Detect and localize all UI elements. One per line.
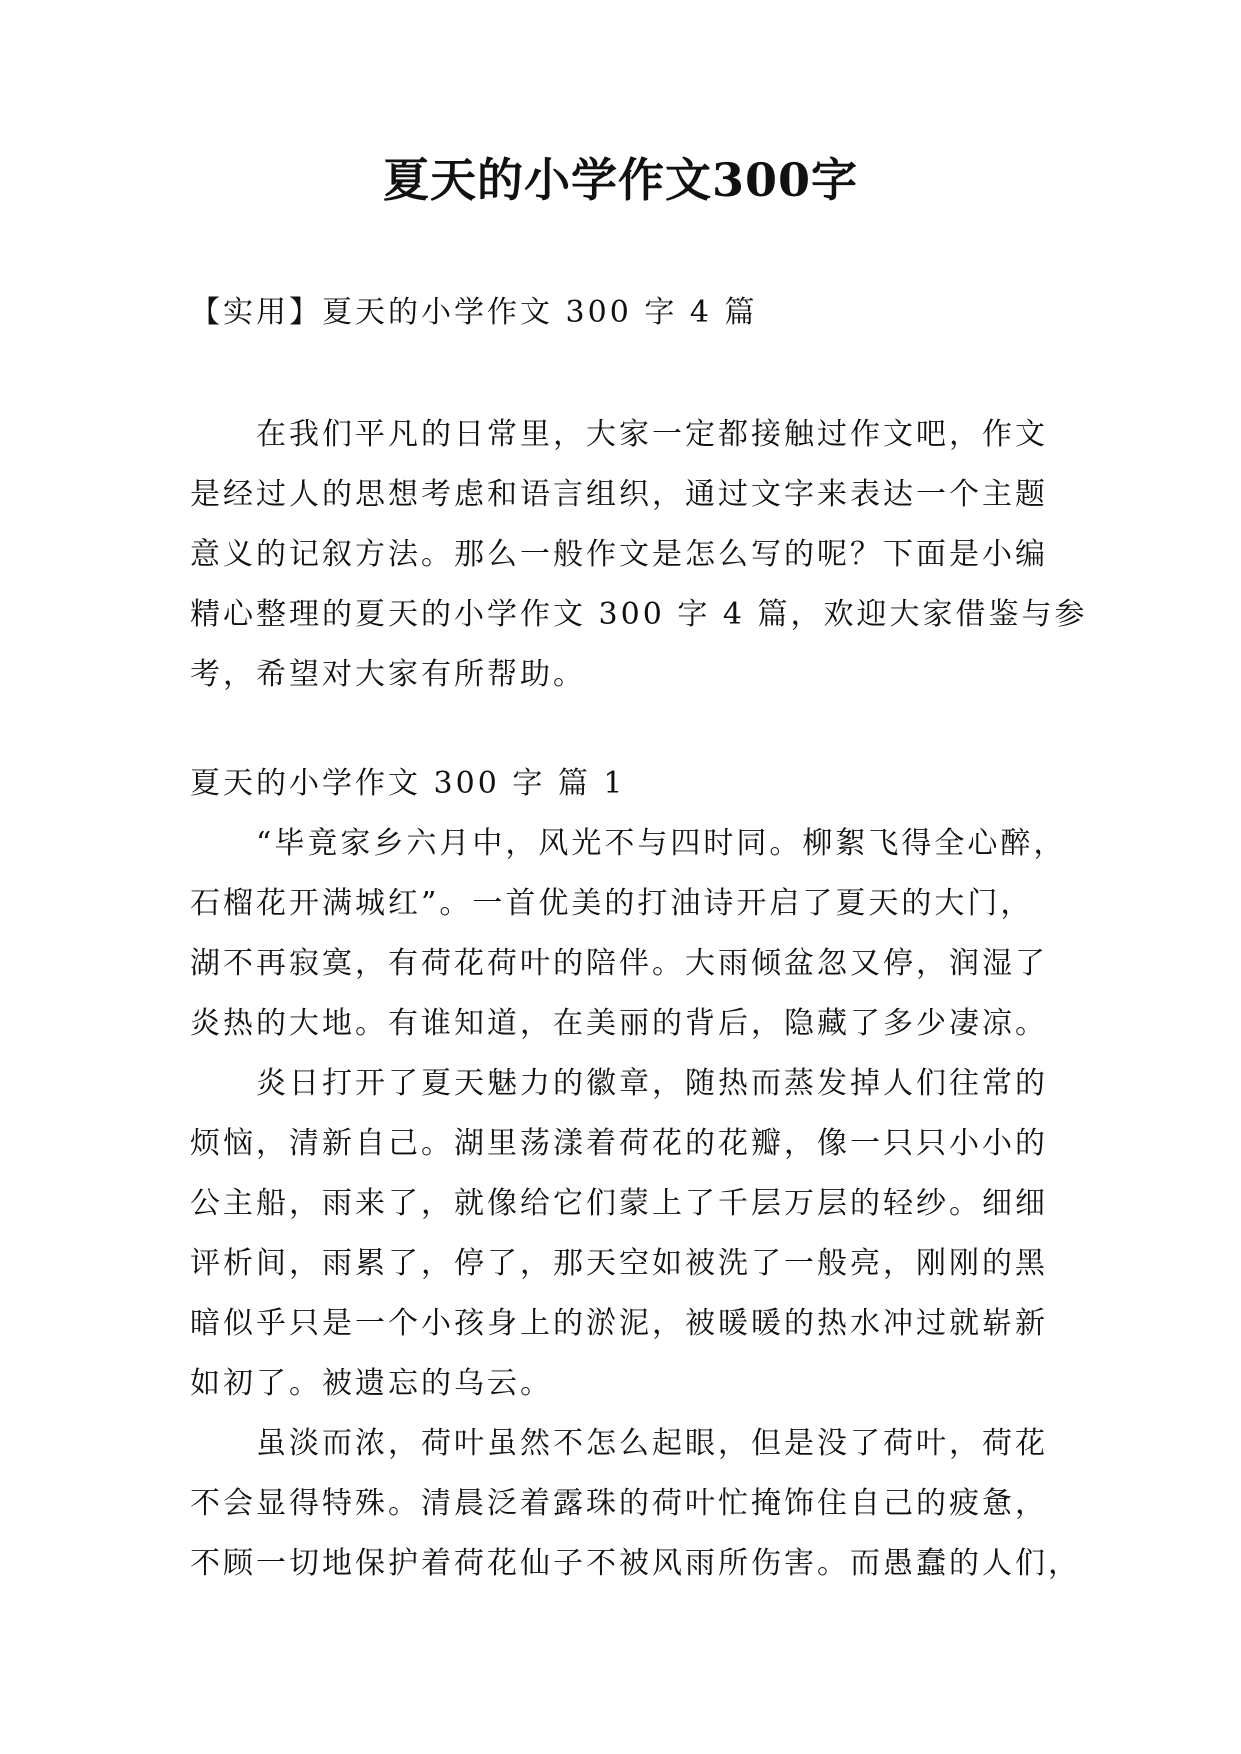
intro-line: 精心整理的夏天的小学作文 300 字 4 篇，欢迎大家借鉴与参 [190,597,1088,632]
story-line: 湖不再寂寞，有荷花荷叶的陪伴。大雨倾盆忽又停，润湿了 [190,946,1048,981]
section-heading: 夏天的小学作文 300 字 篇 1 [190,766,626,801]
story-line: 炎日打开了夏天魅力的徽章，随热而蒸发掉人们往常的 [190,1066,1048,1101]
story-line: 不会显得特殊。清晨泛着露珠的荷叶忙掩饰住自己的疲惫， [190,1486,1048,1521]
intro-paragraph [190,405,1088,705]
story-line: 如初了。被遗忘的乌云。 [190,1366,553,1401]
intro-line: 在我们平凡的日常里，大家一定都接触过作文吧，作文 [190,417,1048,452]
story-line: 暗似乎只是一个小孩身上的淤泥，被暖暖的热水冲过就崭新 [190,1306,1048,1341]
story-line: 石榴花开满城红”。一首优美的打油诗开启了夏天的大门， [190,886,1034,921]
story-line: 虽淡而浓，荷叶虽然不怎么起眼，但是没了荷叶，荷花 [190,1426,1048,1461]
story-line: 评析间，雨累了，停了，那天空如被洗了一般亮，刚刚的黑 [190,1246,1048,1281]
story-body [190,814,1081,1594]
story-line: “毕竟家乡六月中，风光不与四时同。柳絮飞得全心醉， [190,826,1067,861]
page-title: 夏天的小学作文300字 [382,153,859,207]
story-line: 炎热的大地。有谁知道，在美丽的背后，隐藏了多少凄凉。 [190,1006,1048,1041]
story-line: 烦恼，清新自己。湖里荡漾着荷花的花瓣，像一只只小小的 [190,1126,1048,1161]
story-line: 公主船，雨来了，就像给它们蒙上了千层万层的轻纱。细细 [190,1186,1048,1221]
document-subtitle: 【实用】夏天的小学作文 300 字 4 篇 [190,295,758,330]
story-line: 不顾一切地保护着荷花仙子不被风雨所伤害。而愚蠢的人们， [190,1546,1081,1581]
intro-line: 是经过人的思想考虑和语言组织，通过文字来表达一个主题 [190,477,1048,512]
intro-line: 考，希望对大家有所帮助。 [190,657,586,692]
intro-line: 意义的记叙方法。那么一般作文是怎么写的呢？下面是小编 [190,537,1048,572]
